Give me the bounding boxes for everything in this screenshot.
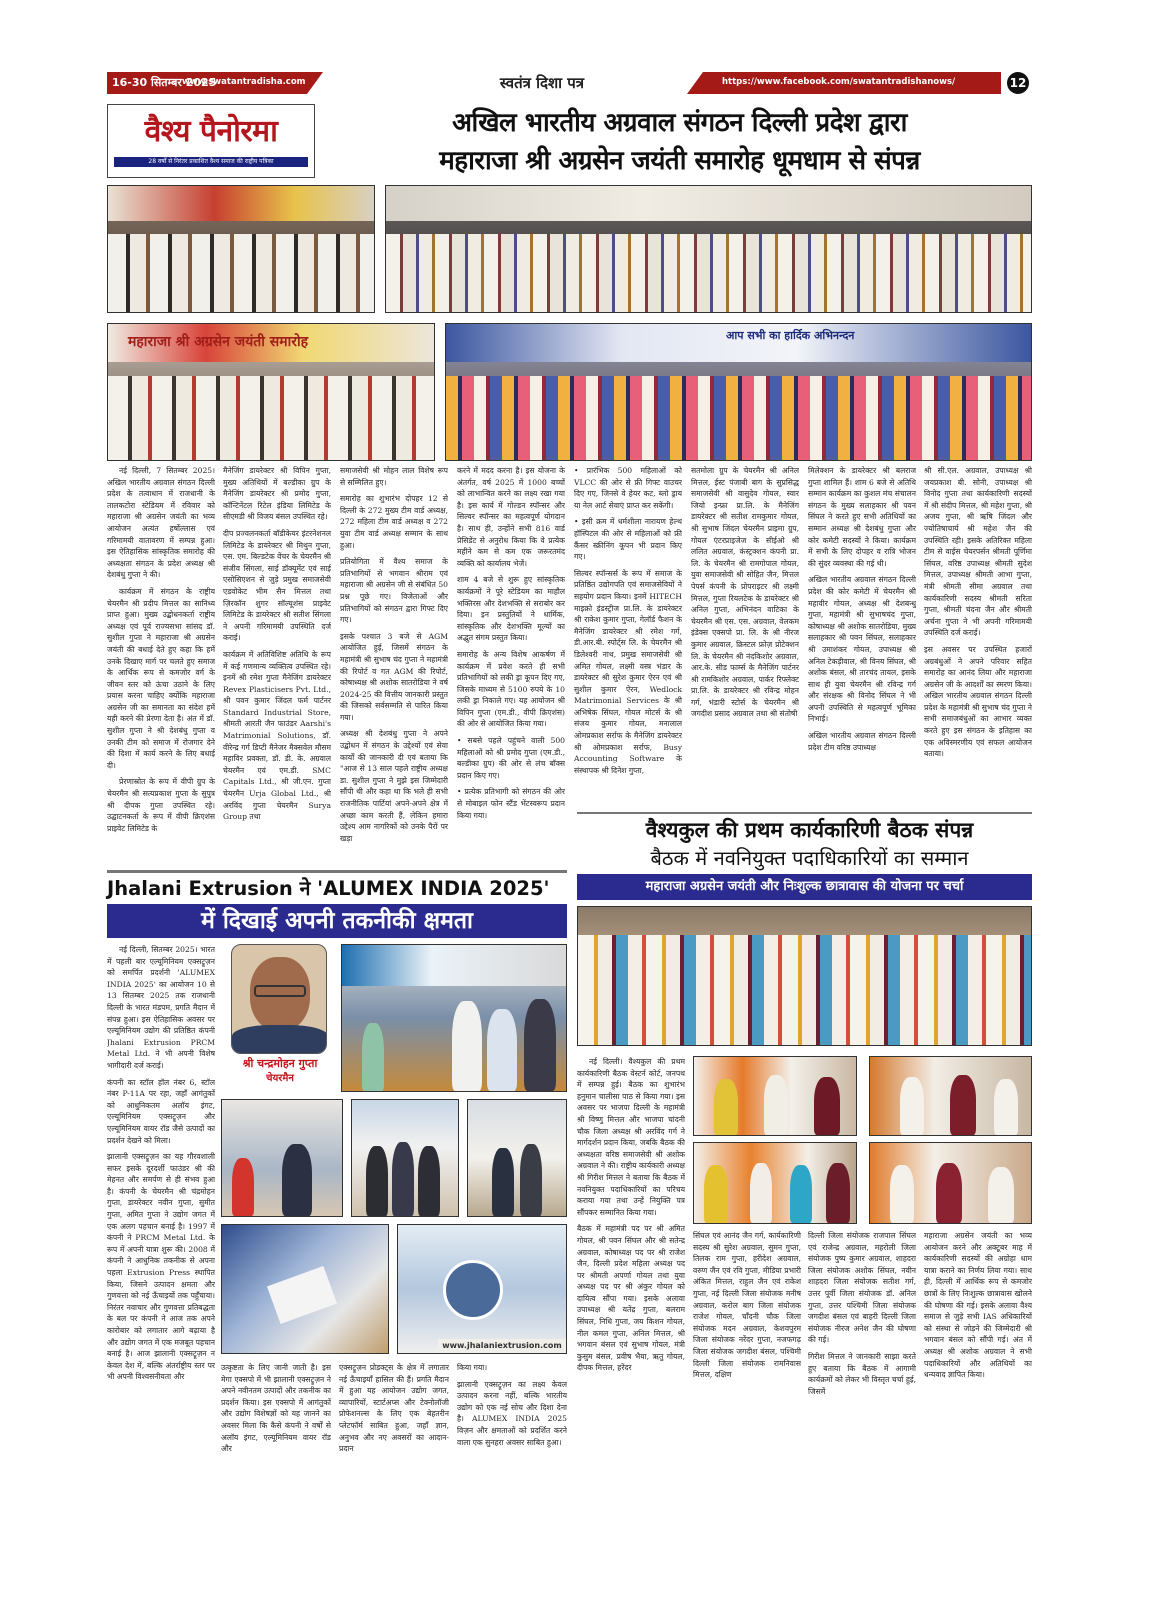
masthead-strip	[107, 72, 1032, 94]
jhalani-column-2: उत्कृष्टता के लिए जानी जाती है। इस मेगा एक्सपो में भी झालानी एक्सट्रूज़न ने अपने नवीनतम उत्पादों और तकनीक का प्रदर्शन किया। इस एक्सपो में आगंतुकों और उद्योग विशेषज्ञों को यह जानने का अवसर मिला कि कैसे कंपनी ने वर्षों से अलॉय इंगट, एल्यूमिनियम वायर रॉड और	[221, 1363, 331, 1454]
brand-logo	[107, 104, 315, 178]
lead-column-7: मिलेक्शन के डायरेक्टर श्री बलराज गुप्ता शामिल हैं। शाम 6 बजे से अतिथि सम्मान कार्यक्रम का कुशल मंच संचालन संगठन के मुख्य सलाहकार श्री पवन सिंघल ने करते हुए सभी अतिथियों का सम्मान अध्यक्ष श्री देशबंधु गुप्ता और कोर कमेटी सदस्यों ने किया। कार्यक्रम में सभी के लिए दोपहर व रात्रि भोजन की सुंदर व्यवस्था की गई थी। अखिल भारतीय अग्रवाल संगठन दिल्ली प्रदेश की कोर कमेटी में चेयरमैन श्री महावीर गोयल, अध्यक्ष श्री देशबन्धु गुप्ता, महामंत्री श्री सुभाषचंद गुप्ता, कोषाध्यक्ष श्री अशोक सातरोडिया, मुख्य सलाहकार श्री पवन सिंघल, सलाहकार श्री उमाशंकर गोयल, उपाध्यक्ष श्री अनिल टेकड़ीवाल, श्री विनय सिंघल, श्री अशोक बंसल, श्री तारचंद तायल, इसके साथ ही युवा चेयरमैन श्री रविन्द्र गर्ग और संरक्षक श्री विनोद सिंघल ने भी अपनी उपस्थिति से महत्वपूर्ण भूमिका निभाई। अखिल भारतीय अग्रवाल संगठन दिल्ली प्रदेश टीम वरिष्ठ उपाध्यक्ष	[808, 466, 916, 752]
brand-name: वैश्य पैनोरमा	[144, 114, 278, 149]
newspaper-page	[107, 72, 1032, 1532]
expo-photo-1	[341, 944, 567, 1092]
expo-photo-3	[351, 1099, 459, 1217]
lead-column-1: नई दिल्ली, 7 सितम्बर 2025। अखिल भारतीय अग्रवाल संगठन दिल्ली प्रदेश के तत्वाधान में राजधानी के तालकटोरा स्टेडियम में रविवार को महाराजा श्री अग्रसेन जयंती का भव्य आयोजन अत्यंत हर्षोल्लास एवं गरिमामयी वातावरण में सम्पन्न हुआ। इस ऐतिहासिक सांस्कृतिक समारोह की अध्यक्षता संगठन के प्रदेश अध्यक्ष श्री देशबंधु गुप्ता ने की। कार्यक्रम में संगठन के राष्ट्रीय चेयरमैन श्री प्रदीप मित्तल का सानिध्य प्राप्त हुआ। मुख्य उद्बोधनकर्ता राष्ट्रीय अध्यक्ष एवं पूर्व राज्यसभा सांसद डॉ. सुशील गुप्ता ने महाराजा श्री अग्रसेन जयंती की बधाई देते हुए कहा कि हमें उनके दिखाए मार्ग पर चलते हुए समाज के आर्थिक रूप से कमजोर वर्ग के जीवन स्तर को ऊंचा उठाने के लिए प्रयास करना चाहिए क्योंकि महाराजा अग्रसेन जी का समानता का संदेश हमें यही करने की प्रेरणा देता है। अंत में डॉ. सुशील गुप्ता ने श्री देशबंधु गुप्ता व उनकी टीम को समाज में रोजगार देने की दिशा में कार्य करने के लिए बधाई दी। प्रेरणास्रोत के रूप में वीपी ग्रुप के चेयरमैन श्री सत्यप्रकाश गुप्ता के सुपुत्र श्री दीपक गुप्ता उपस्थित रहे। उद्घाटनकर्ता के रूप में वीपी क्रिएशंस प्राइवेट लिमिटेड के	[107, 466, 215, 833]
expo-photo-2	[221, 1099, 343, 1217]
lead-headline-line1: अखिल भारतीय अग्रवाल संगठन दिल्ली प्रदेश द्वारा	[452, 108, 907, 138]
felicitation-photo-3	[693, 1142, 857, 1224]
expo-photo-6	[397, 1224, 567, 1354]
felicitation-photo-4	[869, 1142, 1032, 1224]
paper-name: स्वतंत्र दिशा पत्र	[499, 74, 585, 92]
felicitation-photo-2	[869, 1056, 1032, 1136]
issue-date: 16-30 सितम्बर 2025	[112, 76, 217, 89]
website-link[interactable]: www.swatantradisha.com	[182, 77, 306, 87]
chairman-portrait	[231, 944, 327, 1054]
vaishyakul-group-photo	[577, 906, 1032, 1046]
chairman-role: चेयरमैन	[266, 1073, 294, 1084]
vaishyakul-headline-line1: वैश्यकुल की प्रथम कार्यकारिणी बैठक संपन्न	[645, 818, 974, 842]
event-photo-2	[385, 185, 1032, 313]
vaishyakul-column-4: महाराजा अग्रसेन जयंती का भव्य आयोजन करने और अक्टूबर माह में कार्यकारिणी सदस्यों की अग्रोहा धाम यात्रा कराने का निर्णय लिया गया। साथ ही, दिल्ली में आर्थिक रूप से कमजोर छात्रों के लिए निःशुल्क छात्रावास खोलने की घोषणा की गई। इसके अलावा वैश्य समाज से जुड़े सभी IAS अधिकारियों को संस्था से जोड़ने की जिम्मेदारी श्री भगवान बंसल को सौंपी गई। अंत में अध्यक्ष श्री अशोक अग्रवाल ने सभी पदाधिकारियों और अतिथियों का धन्यवाद ज्ञापित किया।	[924, 1231, 1032, 1380]
lead-headline-line2: महाराजा श्री अग्रसेन जयंती समारोह धूमधाम से संपन्न	[439, 146, 920, 176]
vaishyakul-column-1: नई दिल्ली। वैश्यकुल की प्रथम कार्यकारिणी बैठक वेस्टर्न कोर्ट, जनपथ में सम्पन्न हुई। बैठक का शुभारंभ हनुमान चालीसा पाठ से किया गया। इस अवसर पर भाजपा दिल्ली के महामंत्री श्री विष्णु मित्तल और भाजपा चांदनी चौक जिला अध्यक्ष श्री अरविंद गर्ग ने मार्गदर्शन प्रदान किया, जबकि बैठक की अध्यक्षता वरिष्ठ समाजसेवी श्री अशोक अग्रवाल ने की। राष्ट्रीय कार्यकारी अध्यक्ष श्री गिरीश मित्तल ने बताया कि बैठक में नवनियुक्त पदाधिकारियों का परिचय कराया गया तथा उन्हें नियुक्ति पत्र सौंपकर सम्मानित किया गया। बैठक में महामंत्री पद पर श्री अमित गोयल, श्री पवन सिंघल और श्री सतेन्द्र अग्रवाल, कोषाध्यक्ष पद पर श्री राजेश जैन, दिल्ली प्रदेश महिला अध्यक्ष पद पर श्रीमती अपर्णा गोयल तथा युवा अध्यक्ष पद पर श्री अंकुर गोयल को दायित्व सौंपा गया। इसके अलावा उपाध्यक्ष श्री यतेंद्र गुप्ता, बलराम सिंघल, निधि गुप्ता, जय किशन गोयल, नील कमल गुप्ता, अनिल मित्तल, श्री भगवान बंसल एवं सुभाष गोयल, मंत्री कुसुम बंसल, प्रवीष भैया, ऋतु गोयल, दीपक मित्तल, हरेंदर	[577, 1057, 685, 1373]
chairman-name: श्री चन्द्रमोहन गुप्ता	[242, 1057, 318, 1070]
lead-headline	[327, 104, 1032, 180]
event-photo-4	[445, 323, 1032, 461]
section-divider	[107, 870, 567, 873]
jhalani-column-1: नई दिल्ली, सितम्बर 2025। भारत में पहली बार एल्यूमिनियम एक्सट्रूज़न को समर्पित प्रदर्शनी 'ALUMEX INDIA 2025' का आयोजन 10 से 13 सितम्बर 2025 तक राजधानी दिल्ली के भारत मंडपम, प्रगति मैदान में संपन्न हुआ। इस ऐतिहासिक अवसर पर एल्यूमिनियम उद्योग की प्रतिष्ठित कंपनी Jhalani Extrusion PRCM Metal Ltd. ने भी अपनी विशेष भागीदारी दर्ज कराई। कंपनी का स्टॉल हॉल नंबर 6, स्टॉल नंबर P-11A पर रहा, जहाँ आगंतुकों को आधुनिकतम अलॉय इंगट, एल्यूमिनियम एक्सट्रूज़न और एल्यूमिनियम वायर रॉड जैसे उत्पादों का प्रदर्शन देखने को मिला। झालानी एक्सट्रूज़न का यह गौरवशाली सफर इसके दूरदर्शी फाउंडर श्री की मेहनत और समर्पण से ही संभव हुआ है। कंपनी के चेयरमैन श्री चंद्रमोहन गुप्ता, डायरेक्टर नवीन गुप्ता, सुमीत गुप्ता, अमित गुप्ता ने उद्योग जगत में एक अलग पहचान बनाई है। 1997 में कंपनी ने PRCM Metal Ltd. के रूप में अपनी यात्रा शुरू की। 2008 में कंपनी ने आधुनिक तकनीक से अपना पहला Extrusion Press स्थापित किया, जिसने उत्पादन क्षमता और गुणवत्ता को नई ऊँचाइयों तक पहुँचाया। निरंतर नवाचार और गुणवत्ता प्रतिबद्धता के बल पर कंपनी ने आज तक अपने कारोबार को लगातार आगे बढ़ाया है और उद्योग जगत में एक मजबूत पहचान बनाई है। आज झालानी एक्सट्रूज़न न केवल देश में, बल्कि अंतर्राष्ट्रीय स्तर पर भी अपनी विश्वसनीयता और	[107, 945, 215, 1382]
website-caption: www.jhalaniextrusion.com	[438, 1339, 566, 1353]
photo-banner-text: आप सभी का हार्दिक अभिनन्दन	[726, 329, 855, 342]
vaishyakul-column-2: सिंघल एवं आनंद जैन गर्ग, कार्यकारिणी सदस्य श्री सुरेश अग्रवाल, सुमन गुप्ता, तिलक राम गुप्ता, हरीदेश अग्रवाल, वरुण जैन एवं रवि गुप्ता, मीडिया प्रभारी अंकित मित्तल, राहुल जैन एवं राकेश गुप्ता, नई दिल्ली जिला संयोजक मनीष अग्रवाल, करोल बाग जिला संयोजक राजेश गोयल, चाँदनी चौक जिला संयोजक मदन अग्रवाल, केशवपुरम जिला संयोजक नरेंदर गुप्ता, नजफगढ़ जिला संयोजक जगदीश बंसल, पश्चिमी दिल्ली जिला संयोजक रामनिवास मित्तल, दक्षिण	[693, 1231, 801, 1380]
jhalani-headline-line1: Jhalani Extrusion ने 'ALUMEX INDIA 2025'	[107, 877, 550, 900]
brand-tagline: 28 वर्षों से निरंतर प्रकाशित वैश्य समाज की राष्ट्रीय पत्रिका	[114, 157, 308, 167]
expo-photo-4	[467, 1099, 567, 1217]
facebook-link[interactable]: https://www.facebook.com/swatantradishanows/	[722, 77, 956, 87]
jhalani-column-4: किया गया। झालानी एक्सट्रूज़न का लक्ष्य केवल उत्पादन करना नहीं, बल्कि भारतीय उद्योग को एक नई सोच और दिशा देना है। ALUMEX INDIA 2025 विज़न और क्षमताओं को प्रदर्शित करने वाला एक सुनहरा अवसर साबित हुआ।	[457, 1363, 567, 1447]
lead-column-5: • प्रारंभिक 500 महिलाओं को VLCC की ओर से फ्री गिफ्ट वाउचर दिए गए, जिनसे वे हेयर कट, ब्लो ड्राय या नेल आर्ट सेवाएं प्राप्त कर सकेंगी। • इसी क्रम में धर्मशीला नारायण हेल्थ हॉस्पिटल की ओर से महिलाओं को फ्री कैंसर स्क्रीनिंग कूपन भी प्रदान किए गए। सिल्वर स्पॉन्सर्स के रूप में समाज के प्रतिष्ठित उद्योगपति एवं समाजसेवियों ने सहयोग प्रदान किया। इनमें HITECH माइक्रो इंडस्ट्रीज प्रा.लि. के डायरेक्टर श्री राकेश कुमार गुप्ता, गेलॉर्ड फैशन के मैनेजिंग डायरेक्टर श्री रमेश गर्ग, डी.आर.बी. स्पोर्ट्स लि. के चेयरमैन श्री डिलेश्वरी नाथ, प्रमुख समाजसेवी श्री अमित गोयल, लक्ष्मी वस्त्र भंडार के डायरेक्टर श्री सुरेश कुमार ऐरन एवं श्री सुशील कुमार ऐरन, Wedlock Matrimonial Services के श्री अभिषेक सिंघल, गोयल मोटर्स के श्री संजय कुमार गोयल, मनालाल ओमप्रकाश सर्राफ के मैनेजिंग डायरेक्टर श्री ओमप्रकाश सर्राफ, Busy Accounting Software के संस्थापक श्री दिनेश गुप्ता,	[574, 466, 682, 775]
page-number: 12	[1007, 72, 1029, 94]
photo-banner-text: महाराजा श्री अग्रसेन जयंती समारोह	[128, 334, 309, 350]
lead-column-4: करने में मदद करना है। इस योजना के अंतर्गत, वर्ष 2025 में 1000 बच्चों को लाभान्वित करने का लक्ष्य रखा गया है। इस कार्य में गोल्डन स्पॉन्सर और सिल्वर स्पॉन्सर का महत्वपूर्ण योगदान है। साथ ही, उन्होंने सभी 816 वार्ड प्रेसिडेंट से अनुरोध किया कि वे प्रत्येक महीने कम से कम एक जरूरतमंद व्यक्ति को कार्यालय भेजें। शाम 4 बजे से शुरू हुए सांस्कृतिक कार्यक्रमों ने पूरे स्टेडियम का माहौल भक्तिरस और देशभक्ति से सराबोर कर दिया। इन प्रस्तुतियों ने धार्मिक, सांस्कृतिक और देशभक्ति मूल्यों का अद्भुत संगम प्रस्तुत किया। समारोह के अन्य विशेष आकर्षण में कार्यक्रम में प्रवेश करते ही सभी प्रतिभागियों को लकी ड्रा कूपन दिए गए, जिसके माध्यम से 5100 रुपये के 10 लकी ड्रा निकाले गए। यह आयोजन श्री विपिन गुप्ता (एम.डी., वीपी क्रिएशंस) की ओर से आयोजित किया गया। • सबसे पहले पहुंचने वाली 500 महिलाओं को श्री प्रमोद गुप्ता (एम.डी., बल्डीका ग्रुप) की ओर से लंच बॉक्स प्रदान किए गए। • प्रत्येक प्रतिभागी को संगठन की ओर से मोबाइल फोन स्टैंड भेंटस्वरूप प्रदान किया गया।	[457, 466, 565, 820]
vaishyakul-subheadline: महाराजा अग्रसेन जयंती और निःशुल्क छात्रावास की योजना पर चर्चा	[577, 874, 1032, 900]
event-photo-3	[107, 323, 435, 461]
lead-column-2: मैनेजिंग डायरेक्टर श्री विपिन गुप्ता, मुख्य अतिथियों में बल्डीका ग्रुप के मैनेजिंग डायरेक्टर श्री प्रमोद गुप्ता, कॉन्टिनेंटल रिटेल इंडिया लिमिटेड के सीएमडी श्री विजय बंसल उपस्थित रहे। दीप प्रज्वलनकर्ता बॉडीकेयर इंटरनेशनल लिमिटेड के डायरेक्टर श्री मिथुन गुप्ता, एस. एम. बिल्डटेक वेंचर के चेयरमैन श्री संजीव सिंगला, साई डॉक्यूमेंट एवं साई एसोसिएशन से जुड़े प्रमुख समाजसेवी एडवोकेट भीम सैन मित्तल तथा ज़िरकॉन शुगर सॉल्यूशंस प्राइवेट लिमिटेड के डायरेक्टर श्री सतीश सिंगला ने अपनी गरिमामयी उपस्थिति दर्ज कराई। कार्यक्रम में अतिविशिष्ट अतिथि के रूप में कई गणमान्य व्यक्तित्व उपस्थित रहे। इनमें श्री रमेश गुप्ता मैनेजिंग डायरेक्टर Revex Plasticisers Pvt. Ltd., श्री पवन कुमार जिंदल फर्म पार्टनर Standard Industrial Store, श्रीमती आरती जैन फाउंडर Aarshi's Matrimonial Solutions, डॉ. वीरेन्द्र गर्ग डिप्टी मैनेजर मैक्सवेल मौसम महाविर प्रवक्ता, डॉ. डी. के. अग्रवाल चेयरमैन एवं एम.डी. SMC Capitals Ltd., श्री जी.एन. गुप्ता चेयरमैन Urja Global Ltd., श्री अरविंद गुप्ता चेयरमैन Surya Group तथा	[223, 466, 331, 822]
lead-column-6: सतमोला ग्रुप के चेयरमैन श्री अनिल मित्तल, ईस्ट पंजाबी बाग के सुप्रसिद्ध समाजसेवी श्री वासुदेव गोयल, स्वार जियो इन्फ्रा प्रा.लि. के मैनेजिंग डायरेक्टर श्री सतीश रामकुमार गोयल, श्री सुभाष जिंदल चेयरमैन प्राइमा ग्रुप, गोयल एंटरप्राइजेज के सीईओ श्री ललित अग्रवाल, कंस्ट्रक्शन कंपनी प्रा. लि. के चेयरमैन श्री रामगोपाल गोयल, युवा समाजसेवी श्री सोहित जैन, मित्तल पेपर्स कंपनी के प्रोपराइटर श्री लक्ष्मी मित्तल, गुप्ता रियलटेक के डायरेक्टर श्री अनिल गुप्ता, अभिनंदन वाटिका के चेयरमैन श्री एस. एस. अग्रवाल, वेलकम इंडेक्स एक्सपो प्रा. लि. के श्री नीरज कुमार अग्रवाल, क्रिस्टल फ्रोज़ प्रोटेक्शन लि. के चेयरमैन श्री नंदकिशोर अग्रवाल, आर.के. सीड फार्म्स के मैनेजिंग पार्टनर श्री रामकिशोर अग्रवाल, पार्कर रिफ्लेक्ट प्रा.लि. के डायरेक्टर श्री रविन्द्र मोहन गर्ग, भंडारी स्टोर्स के चेयरमैन श्री जगदीश प्रसाद अग्रवाल तथा श्री संतोषी	[691, 466, 799, 719]
section-divider	[577, 812, 1032, 814]
jhalani-column-3: एक्सट्रूज़न प्रोडक्ट्स के क्षेत्र में लगातार नई ऊँचाइयाँ हासिल की हैं। प्रगति मैदान में हुआ यह आयोजन उद्योग जगत, व्यापारियों, स्टार्टअप्स और टेक्नोलॉजी प्रोफेशनल्स के लिए एक बेहतरीन प्लेटफॉर्म साबित हुआ, जहाँ ज्ञान, अनुभव और नए अवसरों का आदान-प्रदान	[339, 1363, 449, 1454]
lead-column-8: श्री सी.एल. अग्रवाल, उपाध्यक्ष श्री जयप्रकाश बी. सोनी, उपाध्यक्ष श्री विनोद गुप्ता तथा कार्यकारिणी सदस्यों में श्री संदीप मित्तल, श्री महेश गुप्ता, श्री अजय गुप्ता, श्री ऋषि जिंदल और ज्योतिषाचार्य श्री महेश जैन की उपस्थिति रही। इसके अतिरिक्त महिला टीम से वाईस चेयरपर्सन श्रीमती पूर्णिमा सिंघल, वरिष्ठ उपाध्यक्ष श्रीमती सुदेश मित्तल, उपाध्यक्ष श्रीमती आभा गुप्ता, मंत्री श्रीमती सीमा अग्रवाल तथा कार्यकारिणी सदस्य श्रीमती सरिता गुप्ता, श्रीमती चंदना जैन और श्रीमती अर्चना गुप्ता ने भी अपनी गरिमामयी उपस्थिति दर्ज कराई। इस अवसर पर उपस्थित हजारों अग्रबंधुओं ने अपने परिवार सहित समारोह का आनंद लिया और महाराजा अग्रसेन जी के आदर्शों का स्मरण किया। अखिल भारतीय अग्रवाल संगठन दिल्ली प्रदेश के महामंत्री श्री सुभाष चंद गुप्ता ने सभी समाजबंधुओं का आभार व्यक्त करते हुए इस संगठन के इतिहास का एक अविस्मरणीय एवं सफल आयोजन बताया।	[924, 466, 1032, 759]
jhalani-headline-line2: में दिखाई अपनी तकनीकी क्षमता	[107, 904, 567, 938]
event-photo-1	[107, 185, 375, 313]
vaishyakul-column-3: दिल्ली जिला संयोजक राजपाल सिंघल एवं राजेन्द्र अग्रवाल, महरोली जिला संयोजक पुष्प कुमार अग्रवाल, शाहदरा जिला संयोजक अशोक सिंघल, नवीन शाहदरा जिला संयोजक सतीश गर्ग, उत्तर पूर्वी जिला संयोजक डॉ. अनिल गुप्ता, उत्तर पश्चिमी जिला संयोजक जगदीश बंसल एवं बाहरी दिल्ली जिला संयोजक नीरज अनेश जैन की घोषणा की गई। गिरीश मित्तल ने जानकारी साझा करते हुए बताया कि बैठक में आगामी कार्यक्रमों को लेकर भी विस्तृत चर्चा हुई, जिसमें	[808, 1231, 916, 1396]
vaishyakul-headline-line2: बैठक में नवनियुक्त पदाधिकारियों का सम्मान	[650, 846, 969, 870]
felicitation-photo-1	[693, 1056, 857, 1136]
lead-column-3: समाजसेवी श्री मोहन लाल विशेष रूप से सम्मिलित हुए। समारोह का शुभारंभ दोपहर 12 से दिल्ली के 272 मुख्य टीम वार्ड अध्यक्ष, 272 महिला टीम वार्ड अध्यक्ष व 272 युवा टीम वार्ड अध्यक्ष सम्मान के साथ हुआ। प्रतियोगिता में वैश्य समाज के प्रतिभागियों से भगवान श्रीराम एवं महाराजा श्री अग्रसेन जी से संबंधित 50 प्रश्न पूछे गए। विजेताओं और प्रतिभागियों को संगठन द्वारा गिफ्ट दिए गए। इसके पश्चात 3 बजे से AGM आयोजित हुई, जिसमें संगठन के महामंत्री श्री सुभाष चंद गुप्ता ने महामंत्री की रिपोर्ट व गत AGM की रिपोर्ट, कोषाध्यक्ष श्री अशोक सातरोडिया ने वर्ष 2024-25 की वित्तीय जानकारी प्रस्तुत की जिसको सर्वसम्मति से पारित किया गया। अध्यक्ष श्री देशबंधु गुप्ता ने अपने उद्बोधन में संगठन के उद्देश्यों एवं सेवा कार्यों की जानकारी दी एवं बताया कि "आज से 13 साल पहले राष्ट्रीय अध्यक्ष डा. सुशील गुप्ता ने मुझे इस जिम्मेदारी सौंपी थी और कहा था कि भले ही सभी राजनीतिक पार्टियां अपने-अपने क्षेत्र में अच्छा काम करती हैं, लेकिन हमारा उद्देश्य आम नागरिकों को उनके पैरों पर खड़ा	[340, 466, 448, 843]
expo-photo-5	[221, 1224, 389, 1354]
